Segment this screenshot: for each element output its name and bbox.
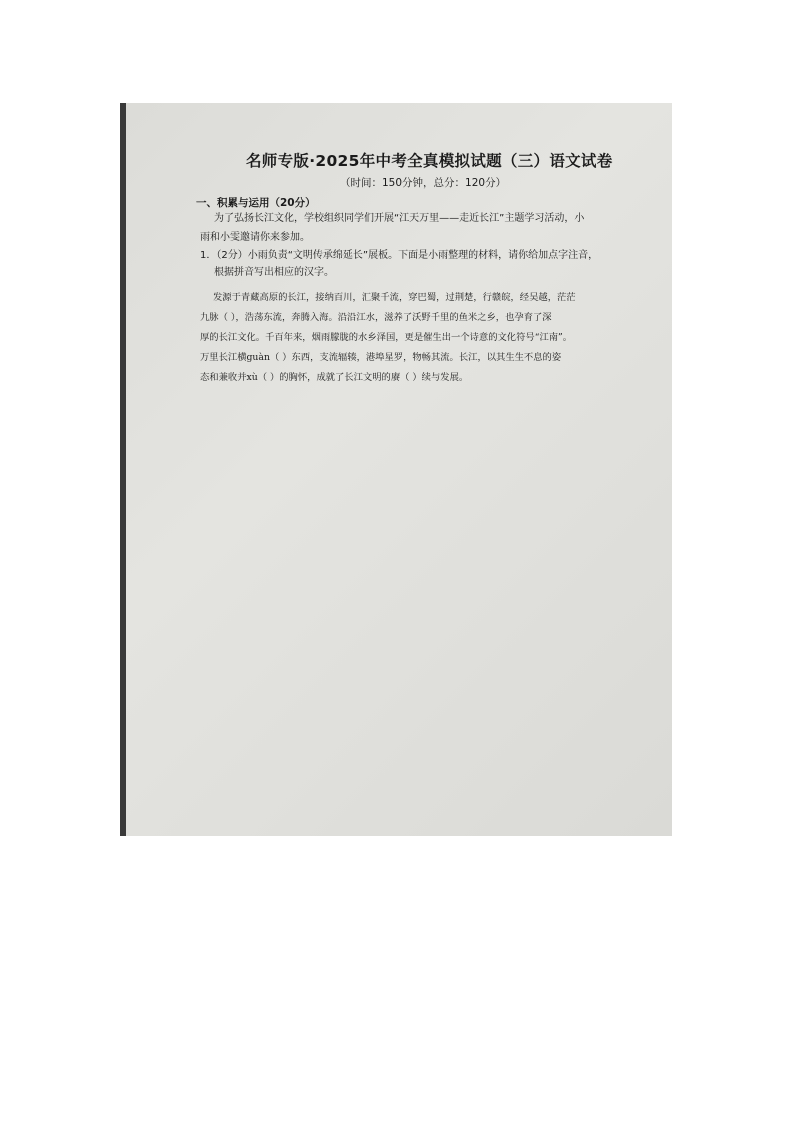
q1-passage-line-1: 发源于青藏高原的长江，接纳百川，汇聚千流，穿巴蜀，过荆楚，行赣皖，经吴越，茫茫 — [213, 292, 576, 303]
q1-passage-line-4: 万里长江横guàn（ ）东西，支流辐辏，港埠星罗，物畅其流。长江，以其生生不息的姿 — [200, 352, 562, 363]
q1-passage-line-3: 厚的长江文化。千百年来，烟雨朦胧的水乡泽国，更是催生出一个诗意的文化符号“江南”。 — [200, 332, 573, 343]
intro-line-1: 为了弘扬长江文化，学校组织同学们开展“江天万里——走近长江”主题学习活动，小 — [214, 213, 585, 224]
intro-line-2: 雨和小雯邀请你来参加。 — [200, 232, 310, 243]
q1-prompt-line-1: 1．（2分）小雨负责“文明传承绵延长”展板。下面是小雨整理的材料，请你给加点字注音， — [200, 250, 599, 261]
q1-passage-line-5: 态和兼收并xù（ ）的胸怀，成就了长江文明的赓（ ）续与发展。 — [200, 372, 469, 383]
section-heading: 一、积累与运用（20分） — [196, 197, 316, 209]
q1-passage-line-2: 九脉（ ），浩荡东流，奔腾入海。沿沿江水，滋养了沃野千里的鱼米之乡，也孕育了深 — [200, 312, 552, 323]
exam-time-score: （时间：150分钟，总分：120分） — [340, 177, 507, 189]
q1-prompt-line-2: 根据拼音写出相应的汉字。 — [214, 267, 334, 278]
scanned-exam-page — [120, 103, 672, 836]
exam-title: 名师专版·2025年中考全真模拟试题（三）语文试卷 — [246, 152, 613, 170]
